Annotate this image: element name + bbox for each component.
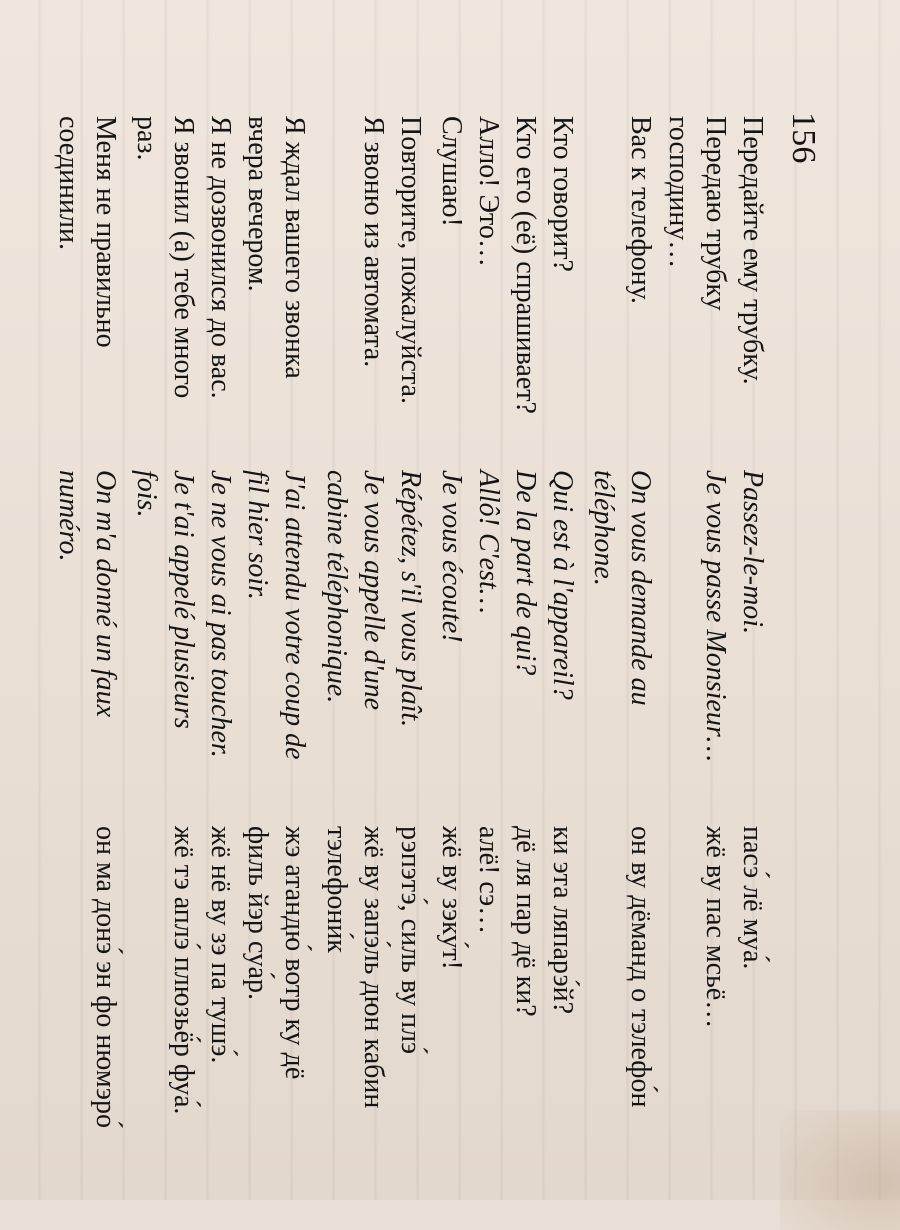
russian-phrase: Передайте ему трубку. [737,116,768,385]
french-phrase: Je t'ai appelé plusieurs [168,470,199,729]
transliteration: дё ля пар дё ки? [510,826,541,1017]
phrase-row [431,0,471,1200]
phrase-row [316,0,356,1200]
phrase-row [583,0,623,1200]
phrase-row [468,0,508,1200]
phrase-row [200,0,240,1200]
russian-phrase: Передаю трубку [700,116,731,311]
phrase-row [695,0,735,1200]
phrase-row [620,0,660,1200]
transliteration: жё ву зэку́т! [436,826,467,970]
transliteration: жё тэ аплэ́ плюзьё́р фуа́. [168,826,199,1115]
transliteration: алё! сэ… [473,826,504,935]
phrase-row [126,0,166,1200]
french-phrase: téléphone. [588,470,619,586]
russian-phrase: Слушаю! [436,116,467,227]
transliteration: филь йэр суа́р. [242,826,273,1000]
phrase-row [542,0,582,1200]
russian-phrase: Вас к телефону. [625,116,656,304]
russian-phrase: Я ждал вашего звонка [279,116,310,379]
phrase-row [390,0,430,1200]
french-phrase: Je vous passe Monsieur… [700,470,731,762]
russian-phrase: Кто его (её) спрашивает? [510,116,541,414]
russian-phrase: соединили. [53,116,84,250]
french-phrase: Répétez, s'il vous plaît. [395,470,426,728]
french-phrase: cabine téléphonique. [321,470,352,704]
transliteration: он ма донэ́ эн фо нюмэро́ [90,826,121,1128]
russian-phrase: Повторите, пожалуйста. [395,116,426,404]
french-phrase: On vous demande au [625,470,656,706]
french-phrase: Qui est à l'appareil? [547,470,578,700]
russian-phrase: Алло! Это… [473,116,504,267]
russian-phrase: Я звоню из автомата. [358,116,389,368]
russian-phrase: вчера вечером. [242,116,273,292]
russian-phrase: Я звонил (а) тебе много [168,116,199,399]
transliteration: тэлефони́к [321,826,352,953]
french-phrase: On m'a donné un faux [90,470,121,718]
russian-phrase: Я не дозвонился до вас. [205,116,236,399]
russian-phrase: раз. [131,116,162,161]
phrase-row [353,0,393,1200]
russian-phrase: Меня не правильно [90,116,121,348]
phrase-row [85,0,125,1200]
french-phrase: Allô! C'est… [473,470,504,614]
transliteration: рэпэтэ́, силь ву плэ́ [395,826,426,1055]
transliteration: жэ атандю́ вотр ку дё [279,826,310,1080]
page-number: 156 [785,112,822,164]
russian-phrase: Кто говорит? [547,116,578,272]
transliteration: ки эта ляпарэ́й? [547,826,578,1015]
russian-phrase: господину… [663,116,694,269]
french-phrase: Je vous écoute! [436,470,467,643]
phrase-row [48,0,88,1200]
french-phrase: numéro. [53,470,84,562]
french-phrase: Je ne vous ai pas toucher. [205,470,236,758]
transliteration: жё ву пас мсьё… [700,826,731,1029]
french-phrase: De la part de qui? [510,470,541,676]
transliteration: он ву дёманд о тэлефо́н [625,826,656,1108]
french-phrase: fil hier soir. [242,470,273,600]
phrase-row [658,0,698,1200]
french-phrase: fois. [131,470,162,518]
french-phrase: Je vous appelle d'une [358,470,389,711]
transliteration: пасэ́ лё муа́. [737,826,768,970]
phrase-row [237,0,277,1200]
transliteration: жё ву запэ́ль дюн кабин [358,826,389,1109]
french-phrase: Passez-le-moi. [737,470,768,635]
transliteration: жё нё ву зэ па тушэ́. [205,826,236,1064]
french-phrase: J'ai attendu votre coup de [279,470,310,760]
phrase-row [505,0,545,1200]
phrase-row [732,0,772,1200]
phrase-row [163,0,203,1200]
phrase-row [274,0,314,1200]
